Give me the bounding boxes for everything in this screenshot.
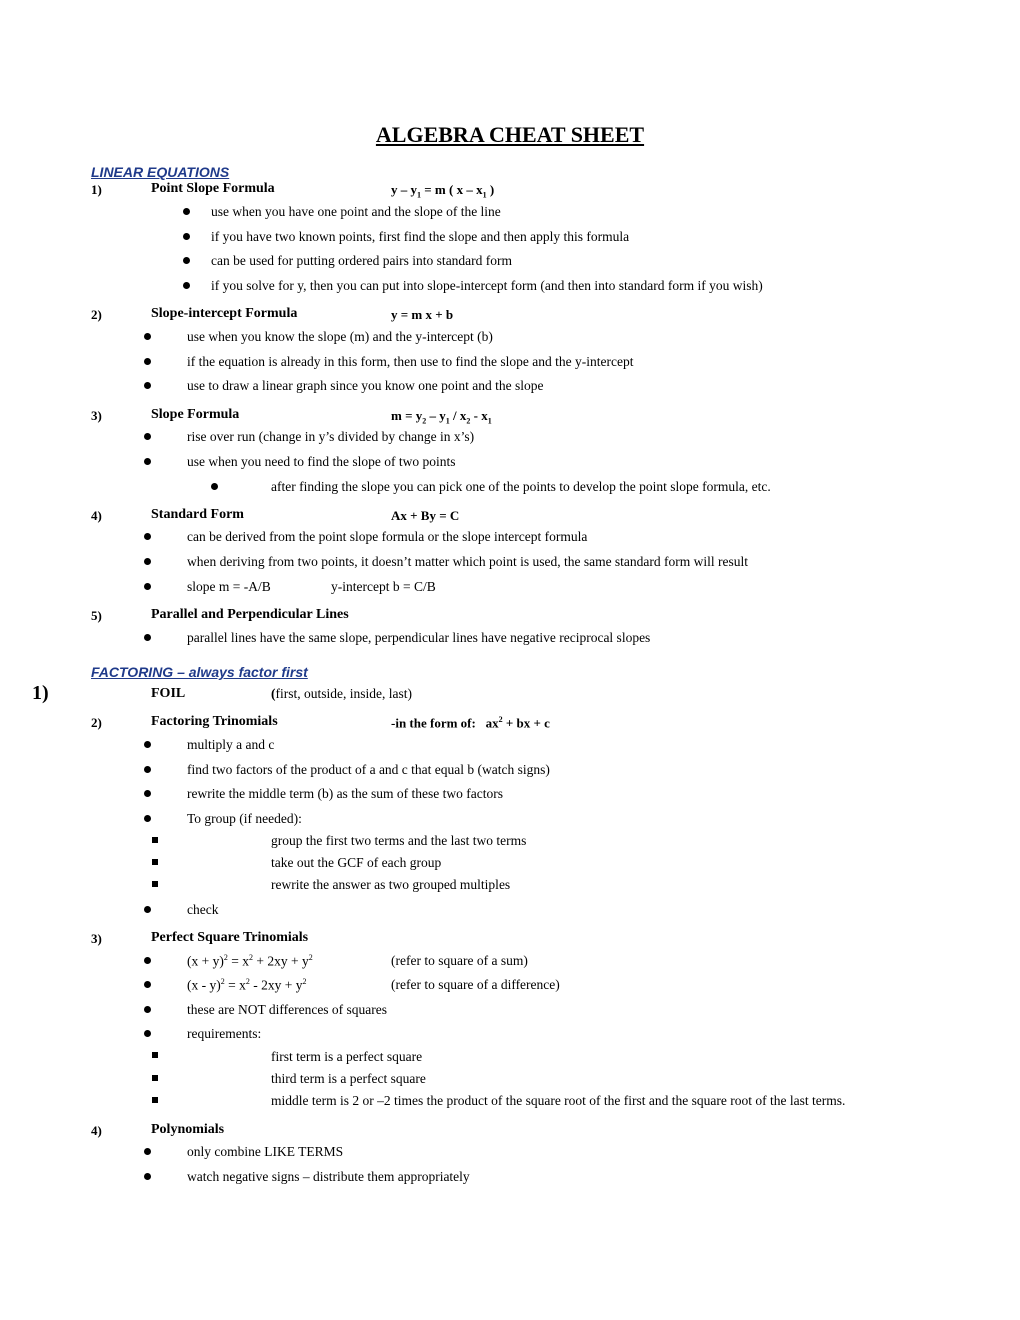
list-item: if you have two known points, first find the slope and then apply this formula [211, 229, 630, 244]
item-number: 1) [32, 682, 49, 704]
bullet-icon [144, 558, 151, 565]
bullet-icon [144, 766, 151, 773]
square-bullet-icon [152, 1097, 158, 1103]
bullet-icon [144, 533, 151, 540]
list-item: parallel lines have the same slope, perpendicular lines have negative reciprocal slopes [187, 630, 651, 645]
sub-list-item: take out the GCF of each group [271, 855, 442, 870]
foil-label: FOIL [151, 686, 186, 701]
sub-list-item: middle term is 2 or –2 times the product of the square root of the first and the square root of the last terms. [271, 1093, 846, 1108]
item-number: 3) [91, 931, 102, 946]
square-bullet-icon [152, 859, 158, 865]
parallel-perpendicular-label: Parallel and Perpendicular Lines [151, 607, 349, 622]
square-of-difference-note: (refer to square of a difference) [391, 977, 560, 992]
item-number: 5) [91, 608, 102, 623]
bullet-icon [144, 333, 151, 340]
list-item: only combine LIKE TERMS [187, 1144, 344, 1159]
square-bullet-icon [152, 881, 158, 887]
list-item: when deriving from two points, it doesn’t matter which point is used, the same standard form will result [187, 554, 749, 569]
slope-intercept-formula: y = m x + b [391, 307, 454, 322]
page-title: ALGEBRA CHEAT SHEET [375, 122, 645, 147]
list-item: rise over run (change in y’s divided by change in x’s) [187, 429, 475, 444]
sub-list-item: first term is a perfect square [271, 1049, 423, 1064]
slope-intercept-label: Slope-intercept Formula [151, 306, 298, 321]
square-of-sum-equation: $(x + y)^2 = x^2 + 2xy + y^2$ [187, 953, 313, 969]
item-number: 1) [91, 182, 102, 197]
bullet-icon [144, 1173, 151, 1180]
bullet-icon [183, 208, 190, 215]
list-item: can be derived from the point slope formula or the slope intercept formula [187, 529, 588, 544]
list-item: rewrite the middle term (b) as the sum of these two factors [187, 786, 504, 801]
list-item: multiply a and c [187, 737, 275, 752]
item-number: 2) [91, 307, 102, 322]
bullet-icon [183, 233, 190, 240]
list-item: use when you have one point and the slope of the line [211, 204, 501, 219]
square-bullet-icon [152, 1075, 158, 1081]
bullet-icon [144, 458, 151, 465]
polynomials-label: Polynomials [151, 1122, 225, 1137]
list-item: y-intercept b = C/B [331, 579, 436, 594]
bullet-icon [144, 957, 151, 964]
perfect-square-label: Perfect Square Trinomials [151, 930, 309, 945]
list-item: watch negative signs – distribute them appropriately [187, 1169, 470, 1184]
bullet-icon [144, 1148, 151, 1155]
sub-list-item: group the first two terms and the last two terms [271, 833, 527, 848]
bullet-icon [144, 790, 151, 797]
bullet-icon [144, 981, 151, 988]
slope-formula: $m = y_2 - y_1 / x_2 - x_1$ [391, 408, 492, 426]
slope-formula-label: Slope Formula [151, 407, 240, 422]
list-item: can be used for putting ordered pairs into standard form [211, 253, 513, 268]
bullet-icon [183, 282, 190, 289]
square-bullet-icon [152, 837, 158, 843]
sub-list-item: third term is a perfect square [271, 1071, 426, 1086]
bullet-icon [144, 741, 151, 748]
bullet-icon [144, 382, 151, 389]
standard-form-label: Standard Form [151, 507, 244, 522]
item-number: 4) [91, 508, 102, 523]
bullet-icon [183, 257, 190, 264]
list-item: slope m = -A/B [187, 579, 271, 594]
factoring-trinomials-label: Factoring Trinomials [151, 714, 278, 729]
bullet-icon [144, 906, 151, 913]
item-number: 2) [91, 715, 102, 730]
item-number: 3) [91, 408, 102, 423]
list-item: check [187, 902, 219, 917]
square-of-difference-equation: $(x - y)^2 = x^2 - 2xy + y^2$ [187, 977, 307, 993]
bullet-icon [144, 583, 151, 590]
bullet-icon [144, 815, 151, 822]
trinomial-form: -in the form of: $ax^2$ + bx + c [391, 715, 550, 731]
standard-form-formula: Ax + By = C [391, 508, 460, 523]
sub-list-item: rewrite the answer as two grouped multiples [271, 877, 511, 892]
factoring-heading: FACTORING – always factor first [91, 664, 308, 680]
square-of-sum-note: (refer to square of a sum) [391, 953, 528, 968]
list-item: use to draw a linear graph since you know one point and the slope [187, 378, 544, 393]
list-item: these are NOT differences of squares [187, 1002, 388, 1017]
list-item: if you solve for y, then you can put into slope-intercept form (and then into standard form if you wish) [211, 278, 763, 293]
list-item: if the equation is already in this form, then use to find the slope and the y-intercept [187, 354, 634, 369]
list-item: use when you know the slope (m) and the y-intercept (b) [187, 329, 493, 344]
bullet-icon [144, 1030, 151, 1037]
list-item: find two factors of the product of a and c that equal b (watch signs) [187, 762, 550, 777]
bullet-icon [144, 1006, 151, 1013]
bullet-icon [144, 358, 151, 365]
list-item: use when you need to find the slope of two points [187, 454, 456, 469]
sub-list-item: after finding the slope you can pick one of the points to develop the point slope formula, etc. [271, 479, 771, 494]
linear-equations-heading: LINEAR EQUATIONS [91, 164, 230, 180]
bullet-icon [144, 433, 151, 440]
item-number: 4) [91, 1123, 102, 1138]
list-item: requirements: [187, 1026, 262, 1041]
point-slope-label: Point Slope Formula [151, 181, 275, 196]
list-item: To group (if needed): [187, 811, 302, 826]
bullet-icon [211, 483, 218, 490]
square-bullet-icon [152, 1052, 158, 1058]
foil-description: (first, outside, inside, last) [271, 686, 412, 701]
bullet-icon [144, 634, 151, 641]
point-slope-formula: $y - y_1 = m$ ( x – $x_1$ ) [391, 182, 495, 200]
